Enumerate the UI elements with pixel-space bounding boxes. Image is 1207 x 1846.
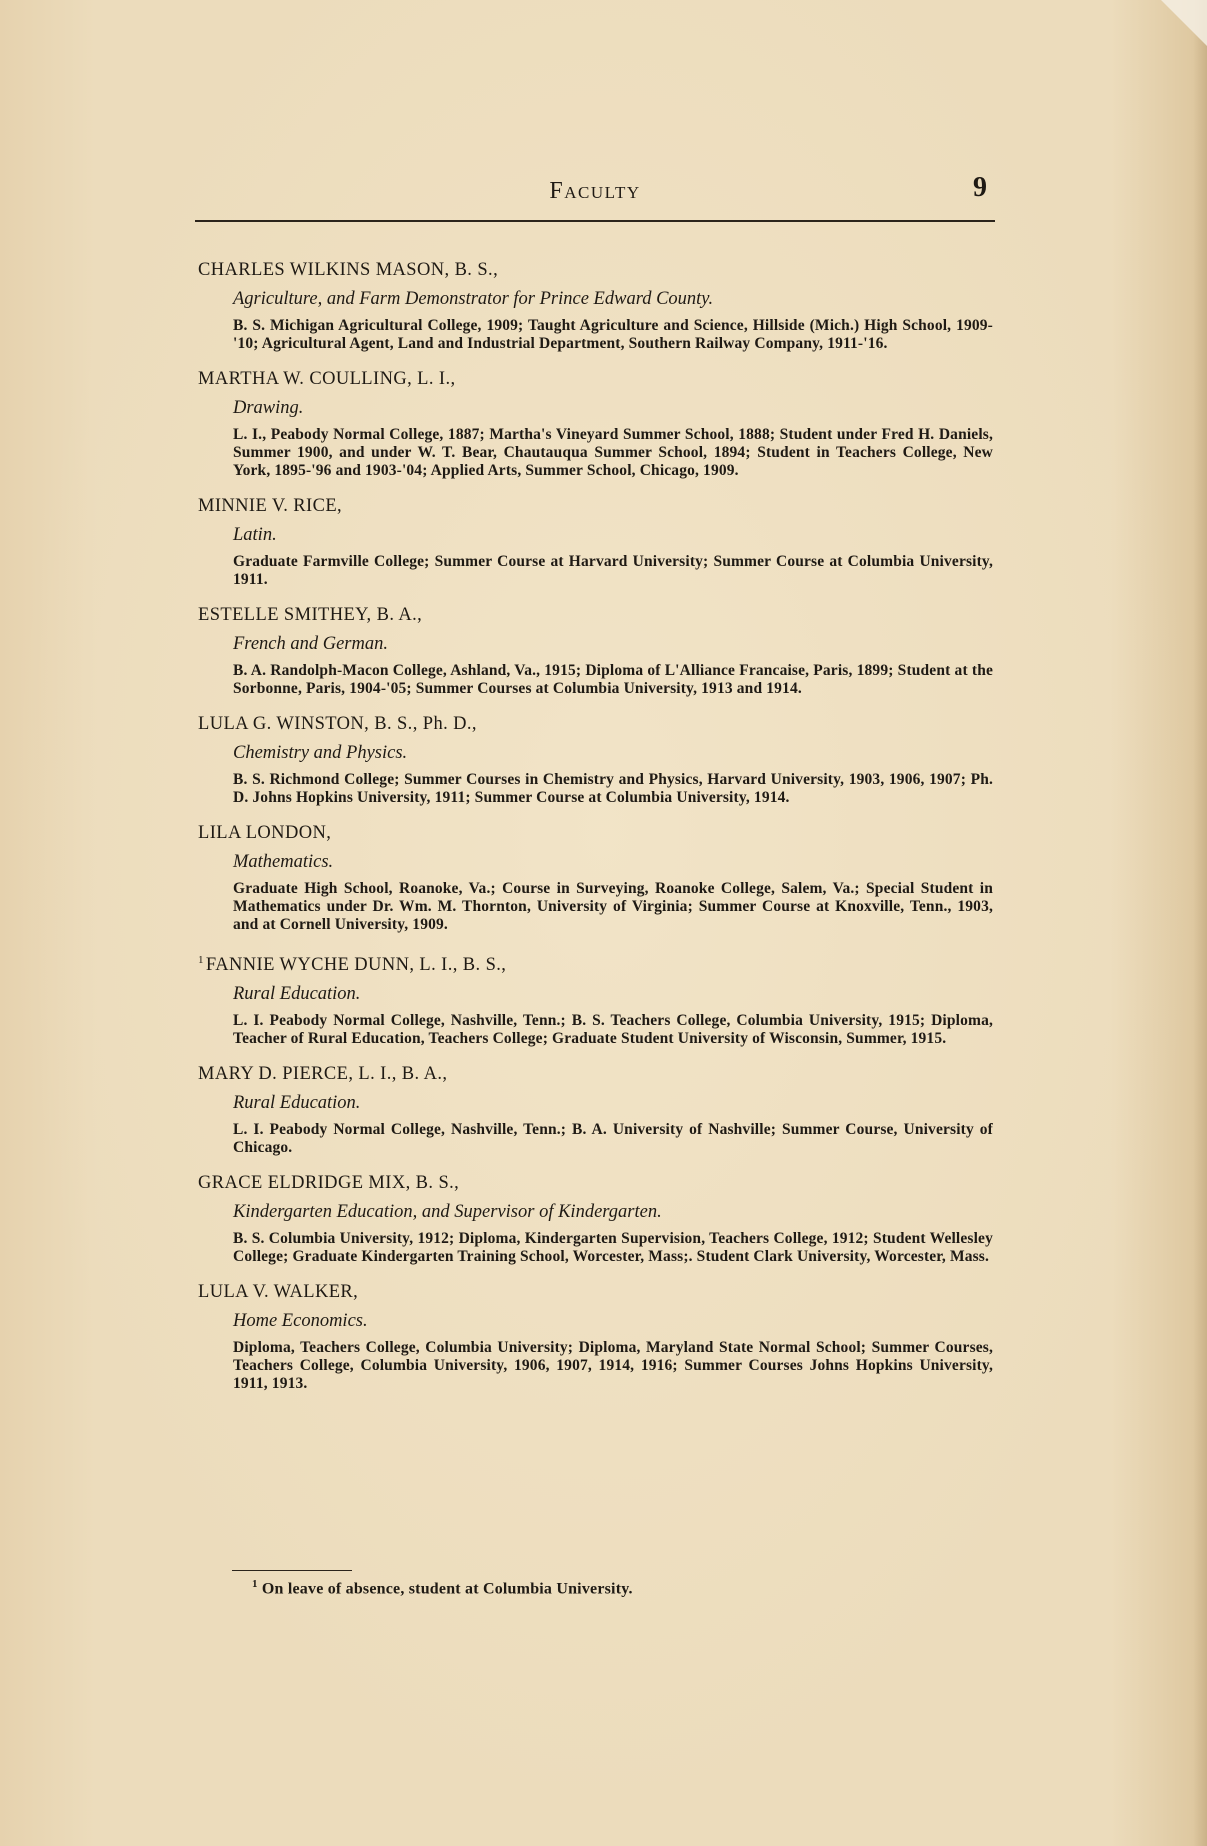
faculty-name: MARTHA W. COULLING, L. I., <box>198 369 456 389</box>
faculty-credentials: B. S. Michigan Agricultural College, 1909; Taught Agriculture and Science, Hillside (Mich.) High School, 1909-'10; Agricultural Agent, Land and Industrial Department, Southern Railway Company, 1911-'16. <box>233 317 993 352</box>
header-rule <box>195 220 995 222</box>
faculty-entry <box>198 1171 993 1266</box>
page-number: 9 <box>973 172 987 203</box>
faculty-entry <box>198 1062 993 1157</box>
faculty-name: MARY D. PIERCE, L. I., B. A., <box>198 1064 448 1085</box>
footnote-rule <box>232 1570 352 1571</box>
faculty-subject: French and German. <box>233 634 388 654</box>
footnote-marker: 1 <box>252 1578 258 1590</box>
faculty-subject: Drawing. <box>233 398 304 418</box>
faculty-name <box>198 948 993 977</box>
faculty-credentials: L. I. Peabody Normal College, Nashville, Tenn.; B. S. Teachers College, Columbia University, 1915; Diploma, Teacher of Rural Education, Teachers College; Graduate Student University of Wisconsin, Summer, 1915. <box>233 1012 993 1048</box>
faculty-subject: Rural Education. <box>233 1093 361 1114</box>
page-header <box>195 172 995 216</box>
footnote-text: On leave of absence, student at Columbia University. <box>261 1580 633 1598</box>
faculty-subject: Rural Education. <box>233 984 361 1005</box>
faculty-subject: Latin. <box>233 525 277 545</box>
page-edge-shadow <box>1193 0 1207 1846</box>
faculty-credentials: Graduate High School, Roanoke, Va.; Course in Surveying, Roanoke College, Salem, Va.; Special Student in Mathematics under Dr. Wm. M. Thornton, University of Virginia; Summer Course at Knoxville, Tenn., 1903, and at Cornell University, 1909. <box>233 880 993 933</box>
faculty-entry <box>198 1280 993 1393</box>
faculty-name: MINNIE V. RICE, <box>198 496 343 516</box>
faculty-credentials: Graduate Farmville College; Summer Course at Harvard University; Summer Course at Columbia University, 1911. <box>233 553 993 588</box>
faculty-name-text: FANNIE WYCHE DUNN, L. I., B. S., <box>205 955 507 976</box>
running-head: Faculty <box>549 178 641 204</box>
faculty-name: GRACE ELDRIDGE MIX, B. S., <box>198 1173 460 1194</box>
faculty-name: LULA V. WALKER, <box>198 1282 359 1303</box>
faculty-credentials: L. I. Peabody Normal College, Nashville, Tenn.; B. A. University of Nashville; Summer Course, University of Chicago. <box>233 1121 993 1157</box>
page-corner <box>1161 0 1207 46</box>
footnote <box>252 1578 633 1598</box>
faculty-subject: Home Economics. <box>233 1311 368 1332</box>
faculty-entry <box>198 821 993 934</box>
faculty-name: LULA G. WINSTON, B. S., Ph. D., <box>198 714 477 734</box>
faculty-entry <box>198 258 993 353</box>
faculty-subject: Kindergarten Education, and Supervisor of Kindergarten. <box>233 1202 662 1223</box>
faculty-subject: Chemistry and Physics. <box>233 743 408 763</box>
faculty-name: ESTELLE SMITHEY, B. A., <box>198 605 423 625</box>
faculty-credentials: L. I., Peabody Normal College, 1887; Martha's Vineyard Summer School, 1888; Student under Fred H. Daniels, Summer 1900, and under W. T. Bear, Chautauqua Summer School, 1894; Student in Teachers College, New York, 1895-'96 and 1903-'04; Applied Arts, Summer School, Chicago, 1909. <box>233 426 993 479</box>
faculty-entry <box>198 367 993 480</box>
faculty-credentials: B. S. Richmond College; Summer Courses in Chemistry and Physics, Harvard University, 1903, 1906, 1907; Ph. D. Johns Hopkins University, 1911; Summer Course at Columbia University, 1914. <box>233 771 993 806</box>
faculty-credentials: B. A. Randolph-Macon College, Ashland, Va., 1915; Diploma of L'Alliance Francaise, Paris, 1899; Student at the Sorbonne, Paris, 1904-'05; Summer Courses at Columbia University, 1913 and 1914. <box>233 662 993 697</box>
faculty-entry <box>198 603 993 698</box>
footnote-marker: 1 <box>198 954 204 966</box>
faculty-name: LILA LONDON, <box>198 823 332 843</box>
faculty-entry <box>198 494 993 589</box>
faculty-subject: Agriculture, and Farm Demonstrator for Prince Edward County. <box>233 289 714 309</box>
faculty-entry <box>198 712 993 807</box>
faculty-credentials: B. S. Columbia University, 1912; Diploma, Kindergarten Supervision, Teachers College, 1912; Student Wellesley College; Graduate Kindergarten Training School, Worcester, Mass;. Student Clark University, Worcester, Mass. <box>233 1230 993 1266</box>
faculty-subject: Mathematics. <box>233 852 334 872</box>
faculty-name: CHARLES WILKINS MASON, B. S., <box>198 260 499 280</box>
faculty-entry <box>198 948 993 1048</box>
faculty-credentials: Diploma, Teachers College, Columbia University; Diploma, Maryland State Normal School; Summer Courses, Teachers College, Columbia University, 1906, 1907, 1914, 1916; Summer Courses Johns Hopkins University, 1911, 1913. <box>233 1339 993 1393</box>
faculty-list <box>198 258 993 1407</box>
